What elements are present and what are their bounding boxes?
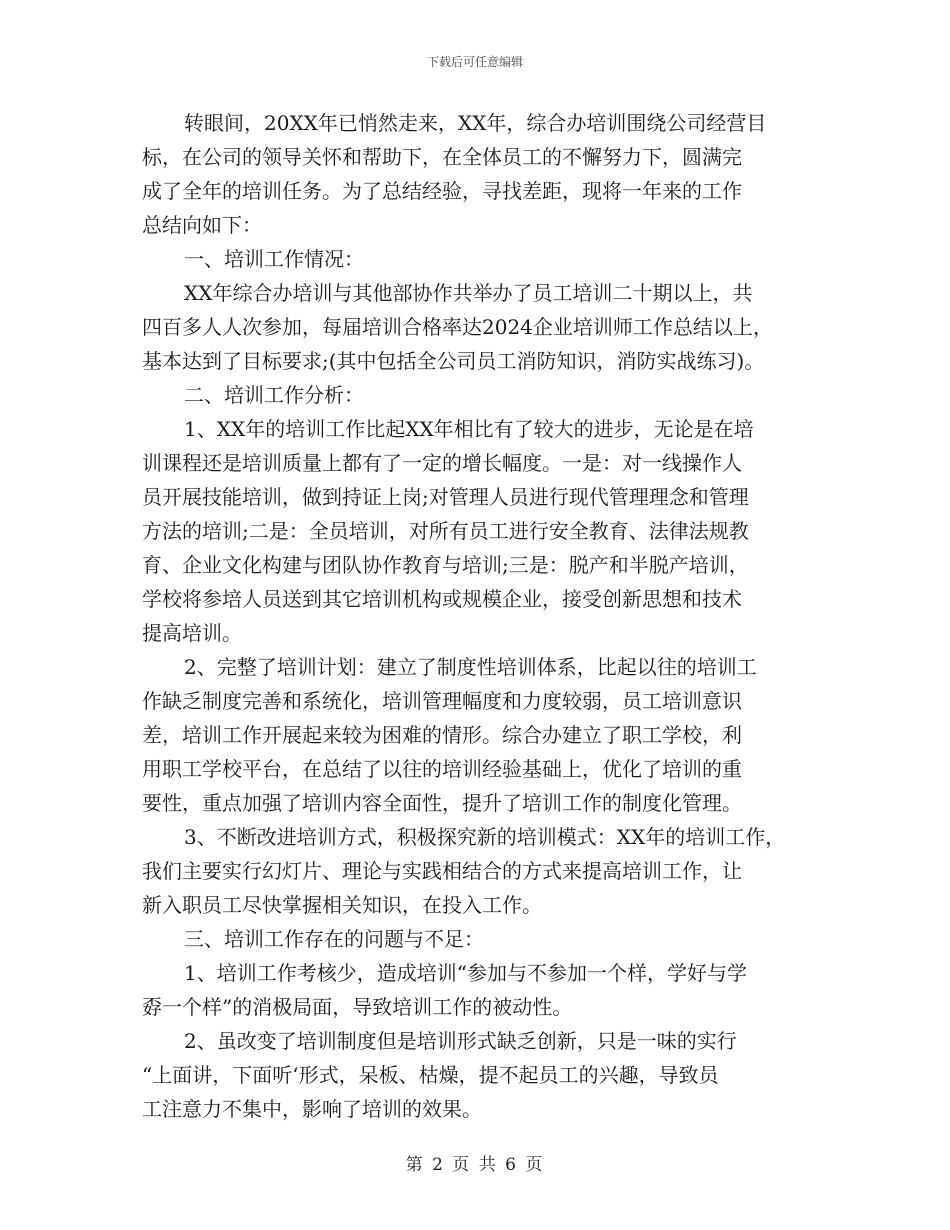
text-line: 转眼间，20XX年已悄然走来，XX年，综合办培训围绕公司经营目 xyxy=(184,111,767,135)
text-line: 新入职员工尽快掌握相关知识，在投入工作。 xyxy=(142,893,542,917)
text-line: 作缺乏制度完善和系统化，培训管理幅度和力度较弱，员工培训意识 xyxy=(142,689,742,713)
text-line: 2、完整了培训计划：建立了制度性培训体系，比起以往的培训工 xyxy=(184,655,757,679)
text-line: 员开展技能培训，做到持证上岗;对管理人员进行现代管理理念和管理 xyxy=(142,485,749,509)
text-line: 方法的培训;二是：全员培训，对所有员工进行安全教育、法律法规教 xyxy=(142,519,749,543)
page-footer: 第 2 页 共 6 页 xyxy=(405,1155,545,1175)
text-line: 2、虽改变了培训制度但是培训形式缺乏创新，只是一味的实行 xyxy=(184,1029,737,1053)
text-line: XX年综合办培训与其他部协作共举办了员工培训二十期以上，共 xyxy=(184,281,753,305)
text-line: 3、不断改进培训方式，积极探究新的培训模式：XX年的培训工作， xyxy=(184,825,786,849)
text-line: 标，在公司的领导关怀和帮助下，在全体员工的不懈努力下，圆满完 xyxy=(142,145,742,169)
text-line: 四百多人人次参加，每届培训合格率达2024企业培训师工作总结以上， xyxy=(142,315,773,339)
text-line: 基本达到了目标要求;(其中包括全公司员工消防知识，消防实战练习)。 xyxy=(142,349,765,373)
text-line: 我们主要实行幻灯片、理论与实践相结合的方式来提高培训工作，让 xyxy=(142,859,742,883)
text-line: “上面讲，下面听‘形式，呆板、枯燥，提不起员工的兴趣，导致员 xyxy=(142,1063,719,1087)
text-line: 成了全年的培训任务。为了总结经验，寻找差距，现将一年来的工作 xyxy=(142,179,742,203)
text-line: 二、培训工作分析： xyxy=(184,383,364,407)
text-line: 三、培训工作存在的问题与不足： xyxy=(184,927,484,951)
text-line: 训课程还是培训质量上都有了一定的增长幅度。一是：对一线操作人 xyxy=(142,451,742,475)
text-line: 总结向如下： xyxy=(142,213,262,237)
text-line: 育、企业文化构建与团队协作教育与培训;三是：脱产和半脱产培训， xyxy=(142,553,749,577)
text-line: 工注意力不集中，影响了培训的效果。 xyxy=(142,1097,482,1121)
document-body xyxy=(142,106,807,1126)
text-line: 学校将参培人员送到其它培训机构或规模企业，接受创新思想和技术 xyxy=(142,587,742,611)
text-line: 孬一个样”的消极局面，导致培训工作的被动性。 xyxy=(142,995,573,1019)
text-line: 1、培训工作考核少，造成培训“参加与不参加一个样，学好与学 xyxy=(184,961,747,985)
text-line: 提高培训。 xyxy=(142,621,242,645)
text-line: 要性，重点加强了培训内容全面性，提升了培训工作的制度化管理。 xyxy=(142,791,742,815)
text-line: 差，培训工作开展起来较为困难的情形。综合办建立了职工学校，利 xyxy=(142,723,742,747)
page-header: 下载后可任意编辑 xyxy=(426,55,523,69)
text-line: 一、培训工作情况： xyxy=(184,247,364,271)
text-line: 1、XX年的培训工作比起XX年相比有了较大的进步，无论是在培 xyxy=(184,417,754,441)
text-line: 用职工学校平台，在总结了以往的培训经验基础上，优化了培训的重 xyxy=(142,757,742,781)
